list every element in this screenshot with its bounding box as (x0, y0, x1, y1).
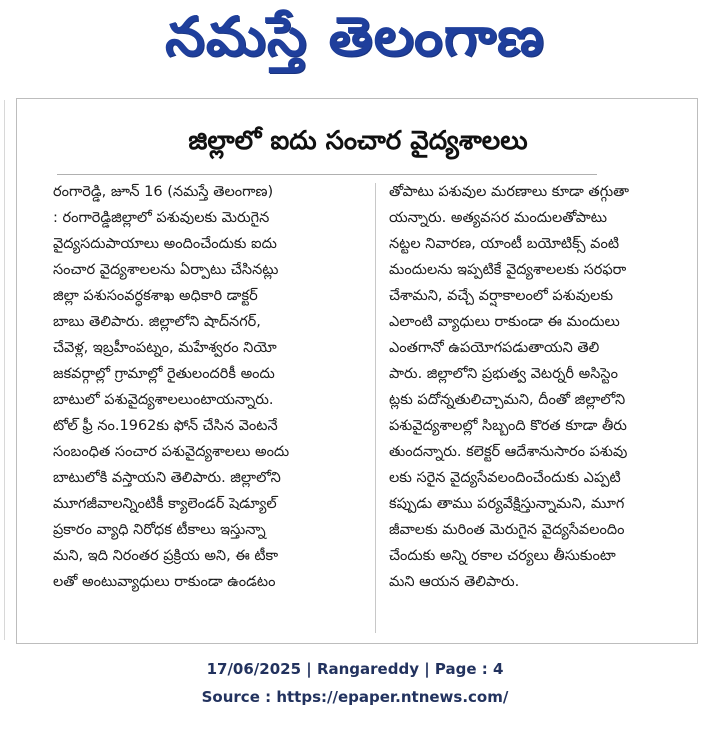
article-text-line: చేశామని, వచ్చే వర్షాకాలంలో పశువులకు (389, 288, 614, 304)
article-text-line: కప్పుడు తాము పర్యవేక్షిస్తున్నామని, మూగ (389, 496, 625, 512)
article-text-line: చేందుకు అన్ని రకాల చర్యలు తీసుకుంటా (389, 548, 616, 564)
article-text-line: పారు. జిల్లాలోని ప్రభుత్వ వెటర్నరీ అసిస్టెం (389, 366, 618, 382)
article-text-line: ఎలాంటి వ్యాధులు రాకుండా ఈ మందులు (389, 314, 620, 330)
column-divider (375, 183, 376, 633)
article-text-line: : రంగారెడ్డిజిల్లాలో పశువులకు మెరుగైన (53, 210, 270, 226)
article-text-line: సంచార వైద్యశాలలను ఏర్పాటు చేసినట్లు (53, 262, 279, 278)
article-text-line: ఎంతగానో ఉపయోగపడుతాయని తెలి (389, 340, 600, 356)
article-text-line: ట్లకు పదోన్నతులిచ్చామని, దీంతో జిల్లాలోని (389, 392, 626, 408)
article-text-line: యన్నారు. అత్యవసర మందులతోపాటు (389, 210, 607, 226)
page-edge-rule (4, 100, 5, 640)
article-column-left (53, 179, 365, 595)
article-text-line: తోపాటు పశువుల మరణాలు కూడా తగ్గుతా (389, 184, 630, 200)
article-text-line: చేవెళ్ల, ఇబ్రహీంపట్నం, మహేశ్వరం నియో (53, 340, 277, 356)
article-text-line: టోల్ ఫ్రీ నం.1962కు ఫోన్ చేసిన వెంటనే (53, 418, 278, 434)
article-text-line: జీవాలకు మరింత మెరుగైన వైద్యసేవలందిం (389, 522, 625, 538)
article-clipping (16, 98, 698, 644)
article-text-line: రంగారెడ్డి, జూన్ 16 (నమస్తే తెలంగాణ) (53, 184, 274, 200)
masthead (0, 0, 710, 76)
article-text-line: మందులను ఇప్పటికే వైద్యశాలలకు సరఫరా (389, 262, 627, 278)
article-text-line: తుందన్నారు. కలెక్టర్ ఆదేశానుసారం పశువు (389, 444, 628, 460)
article-text-line: బాటులోకి వస్తాయని తెలిపారు. జిల్లాలోని (53, 470, 281, 486)
article-text-line: లతో అంటువ్యాధులు రాకుండా ఉండటం (53, 574, 276, 590)
newspaper-logo: నమస్తే తెలంగాణ (165, 5, 545, 68)
footer-date-edition: 17/06/2025 | Rangareddy | Page : 4 (206, 660, 504, 678)
article-text-line: వైద్యసదుపాయాలు అందించేందుకు ఐదు (53, 236, 277, 252)
article-text-line: మని, ఇది నిరంతర ప్రక్రియ అని, ఈ టీకా (53, 548, 279, 564)
article-text-line: ప్రకారం వ్యాధి నిరోధక టీకాలు ఇస్తున్నా (53, 522, 266, 538)
article-text-line: జకవర్గాల్లో గ్రామాల్లో రైతులందరికీ అందు (53, 366, 275, 382)
article-text-line: పశువైద్యశాలల్లో సిబ్బంది కొరత కూడా తీరు (389, 418, 627, 434)
headline-divider (57, 174, 597, 175)
article-text-line: జిల్లా పశుసంవర్ధకశాఖ అధికారి డాక్టర్ (53, 288, 258, 304)
footer-source: Source : https://epaper.ntnews.com/ (201, 688, 509, 706)
article-text-line: బాటులో పశువైద్యశాలలుంటాయన్నారు. (53, 392, 274, 408)
article-text-line: సంబంధిత సంచార పశువైద్యశాలలు అందు (53, 444, 290, 460)
article-text-line: లకు సరైన వైద్యసేవలందించేందుకు ఎప్పటి (389, 470, 621, 486)
article-text-line: మూగజీవాలన్నింటికీ క్యాలెండర్ షెడ్యూల్ (53, 496, 277, 512)
article-text-line: బాబు తెలిపారు. జిల్లాలోని షాద్‌నగర్, (53, 314, 261, 330)
article-column-right (389, 179, 663, 595)
article-text-line: నట్టల నివారణ, యాంటీ బయోటిక్స్ వంటి (389, 236, 620, 252)
article-text-line: మని ఆయన తెలిపారు. (389, 574, 520, 590)
article-headline: జిల్లాలో ఐదు సంచార వైద్యశాలలు (188, 126, 528, 156)
